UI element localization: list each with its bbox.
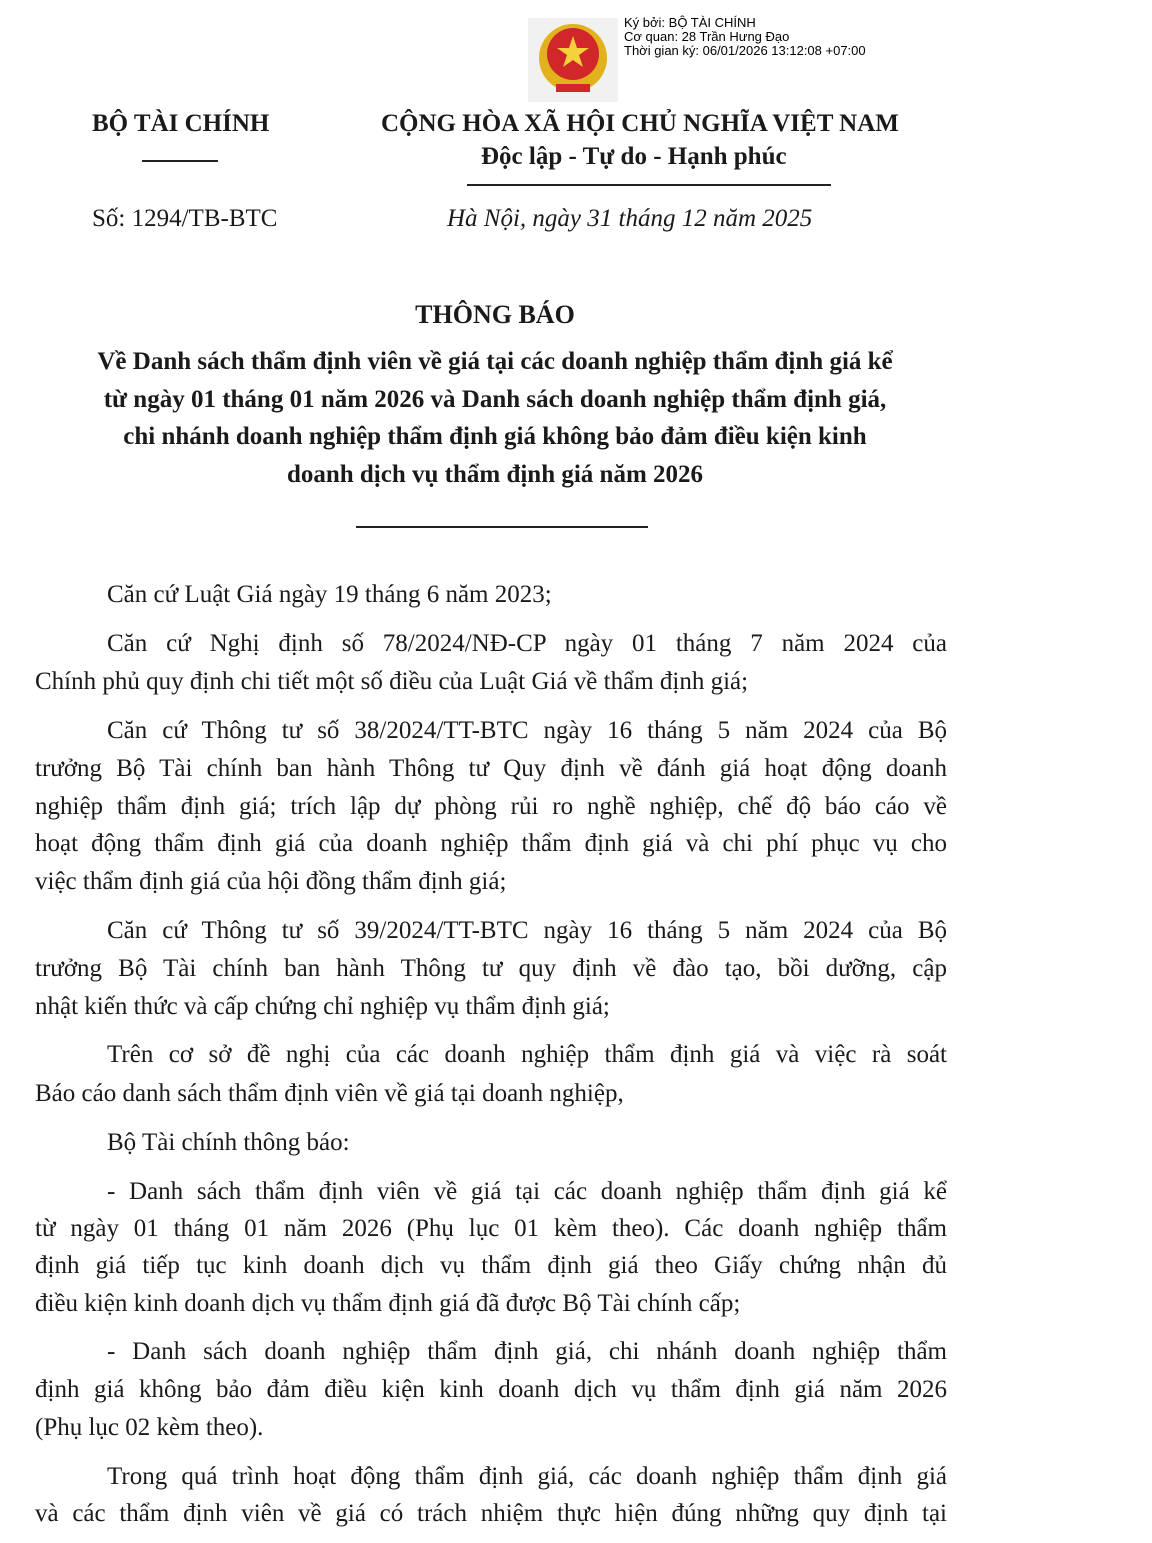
paragraph-line: - Danh sách thẩm định viên về giá tại các doanh nghiệp thẩm định giá kể	[107, 1178, 947, 1205]
paragraph-line: và các thẩm định viên về giá có trách nhiệm thực hiện đúng những quy định tại	[35, 1500, 947, 1527]
subject-line: Về Danh sách thẩm định viên về giá tại các doanh nghiệp thẩm định giá kể	[97, 348, 893, 375]
subject-line: từ ngày 01 tháng 01 năm 2026 và Danh sách doanh nghiệp thẩm định giá,	[103, 385, 887, 413]
paragraph-line: (Phụ lục 02 kèm theo).	[35, 1414, 264, 1441]
paragraph-line: Bộ Tài chính thông báo:	[107, 1129, 350, 1156]
signed-by: Ký bởi: BỘ TÀI CHÍNH	[624, 15, 756, 30]
paragraph-line: nghiệp thẩm định giá; trích lập dự phòng rủi ro nghề nghiệp, chế độ báo cáo về	[35, 793, 947, 820]
paragraph-line: việc thẩm định giá của hội đồng thẩm định giá;	[35, 868, 507, 895]
document-heading: THÔNG BÁO	[415, 300, 575, 329]
digital-signature-info	[624, 16, 866, 58]
document-number: Số: 1294/TB-BTC	[92, 205, 278, 232]
place-date: Hà Nội, ngày 31 tháng 12 năm 2025	[447, 205, 813, 232]
paragraph-line: Căn cứ Luật Giá ngày 19 tháng 6 năm 2023;	[107, 581, 552, 608]
national-emblem	[528, 18, 618, 102]
paragraph-line: Căn cứ Thông tư số 39/2024/TT-BTC ngày 16 tháng 5 năm 2024 của Bộ	[107, 917, 947, 944]
paragraph-line: Căn cứ Nghị định số 78/2024/NĐ-CP ngày 01 tháng 7 năm 2024 của	[107, 630, 947, 657]
national-motto: Độc lập - Tự do - Hạnh phúc	[481, 143, 787, 170]
paragraph-line: Chính phủ quy định chi tiết một số điều của Luật Giá về thẩm định giá;	[35, 668, 749, 695]
paragraph-line: trưởng Bộ Tài chính ban hành Thông tư quy định về đào tạo, bồi dưỡng, cập	[35, 955, 947, 982]
paragraph-line: Trên cơ sở đề nghị của các doanh nghiệp thẩm định giá và việc rà soát	[107, 1041, 947, 1068]
paragraph-line: - Danh sách doanh nghiệp thẩm định giá, chi nhánh doanh nghiệp thẩm	[107, 1338, 947, 1365]
signing-agency: Cơ quan: 28 Trần Hưng Đạo	[624, 29, 790, 44]
paragraph-line: Căn cứ Thông tư số 38/2024/TT-BTC ngày 16 tháng 5 năm 2024 của Bộ	[107, 717, 947, 744]
subject-divider	[356, 526, 648, 528]
motto-divider	[467, 184, 831, 186]
subject-line: doanh dịch vụ thẩm định giá năm 2026	[286, 461, 704, 489]
country-name: CỘNG HÒA XÃ HỘI CHỦ NGHĨA VIỆT NAM	[381, 110, 899, 137]
paragraph-line: Báo cáo danh sách thẩm định viên về giá tại doanh nghiệp,	[35, 1080, 624, 1107]
paragraph-line: Trong quá trình hoạt động thẩm định giá, các doanh nghiệp thẩm định giá	[107, 1463, 947, 1490]
paragraph-line: từ ngày 01 tháng 01 năm 2026 (Phụ lục 01 kèm theo). Các doanh nghiệp thẩm	[35, 1215, 947, 1242]
paragraph-line: nhật kiến thức và cấp chứng chỉ nghiệp vụ thẩm định giá;	[35, 993, 610, 1020]
paragraph-line: định giá tiếp tục kinh doanh dịch vụ thẩm định giá theo Giấy chứng nhận đủ	[35, 1252, 947, 1279]
paragraph-line: định giá không bảo đảm điều kiện kinh doanh dịch vụ thẩm định giá năm 2026	[35, 1376, 947, 1403]
ministry-divider	[142, 160, 218, 162]
paragraph-line: trưởng Bộ Tài chính ban hành Thông tư Quy định về đánh giá hoạt động doanh	[35, 755, 947, 782]
paragraph-line: hoạt động thẩm định giá của doanh nghiệp thẩm định giá và chi phí phục vụ cho	[35, 830, 947, 857]
signing-time: Thời gian ký: 06/01/2026 13:12:08 +07:00	[624, 43, 866, 58]
ministry-name: BỘ TÀI CHÍNH	[92, 110, 270, 137]
paragraph-line: điều kiện kinh doanh dịch vụ thẩm định giá đã được Bộ Tài chính cấp;	[35, 1290, 741, 1317]
subject-line: chi nhánh doanh nghiệp thẩm định giá không bảo đảm điều kiện kinh	[123, 423, 867, 451]
